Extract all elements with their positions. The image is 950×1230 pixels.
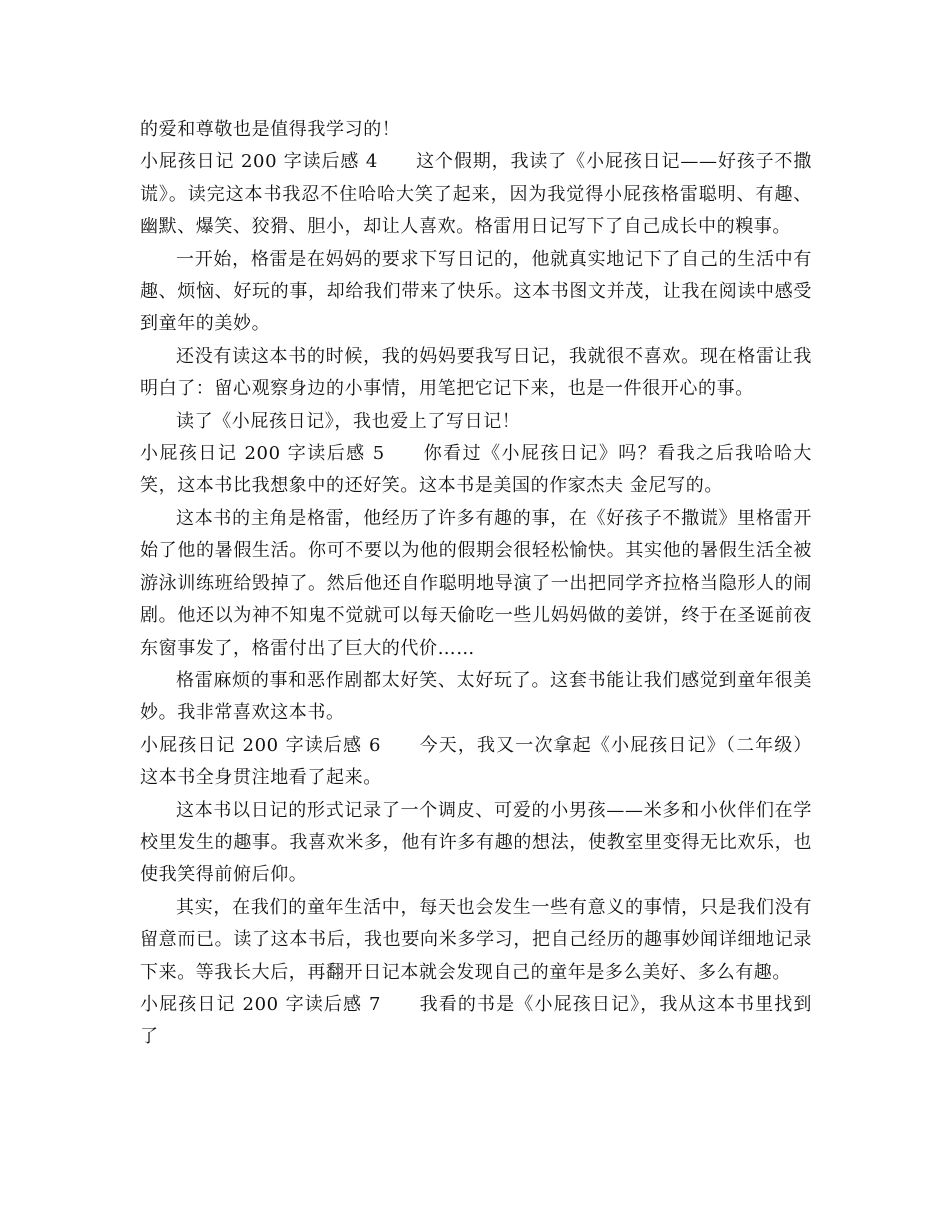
paragraph: 格雷麻烦的事和恶作剧都太好笑、太好玩了。这套书能让我们感觉到童年很美妙。我非常喜欢这本书。 — [140, 669, 812, 724]
paragraph: 其实，在我们的童年生活中，每天也会发生一些有意义的事情，只是我们没有留意而已。读了这本书后，我也要向米多学习，把自己经历的趣事妙闻详细地记录下来。等我长大后，再翻开日记本就会发现自己的童年是多么美好、多么有趣。 — [140, 896, 812, 983]
entry-text: 今天，我又一次拿起《小屁孩日记》（二年级）这本书全身贯注地看了起来。 — [140, 734, 812, 789]
paragraph: 这本书以日记的形式记录了一个调皮、可爱的小男孩——米多和小伙伴们在学校里发生的趣事。我喜欢米多，他有许多有趣的想法，使教室里变得无比欢乐，也使我笑得前俯后仰。 — [140, 799, 812, 886]
entry-title: 小屁孩日记 200 字读后感 5 — [140, 443, 385, 465]
document-body — [140, 114, 812, 1054]
entry-text: 我看的书是《小屁孩日记》，我从这本书里找到了 — [140, 993, 812, 1048]
paragraph-continuation: 的爱和尊敬也是值得我学习的！ — [140, 119, 401, 140]
entry-title: 小屁孩日记 200 字读后感 6 — [140, 734, 382, 756]
entry-4 — [140, 146, 812, 243]
entry-6 — [140, 730, 812, 795]
paragraph: 读了《小屁孩日记》，我也爱上了写日记！ — [176, 410, 521, 432]
entry-text: 这个假期，我读了《小屁孩日记——好孩子不撒谎》。读完这本书我忍不住哈哈大笑了起来，因为我觉得小屁孩格雷聪明、有趣、幽默、爆笑、狡猾、胆小，却让人喜欢。格雷用日记写下了自己成长中的糗事。 — [140, 151, 812, 238]
paragraph: 一开始，格雷是在妈妈的要求下写日记的，他就真实地记下了自己的生活中有趣、烦恼、好玩的事，却给我们带来了快乐。这本书图文并茂，让我在阅读中感受到童年的美妙。 — [140, 248, 812, 335]
paragraph: 这本书的主角是格雷，他经历了许多有趣的事，在《好孩子不撒谎》里格雷开始了他的暑假生活。你可不要以为他的假期会很轻松愉快。其实他的暑假生活全被游泳训练班给毁掉了。然后他还自作聪明地导演了一出把同学齐拉格当隐形人的闹剧。他还以为神不知鬼不觉就可以每天偷吃一些儿妈妈做的姜饼，终于在圣诞前夜东窗事发了，格雷付出了巨大的代价…… — [140, 507, 812, 659]
entry-title: 小屁孩日记 200 字读后感 4 — [140, 151, 378, 173]
paragraph: 还没有读这本书的时候，我的妈妈要我写日记，我就很不喜欢。现在格雷让我明白了：留心观察身边的小事情，用笔把它记下来，也是一件很开心的事。 — [140, 345, 812, 400]
entry-5 — [140, 438, 812, 503]
entry-7 — [140, 989, 812, 1054]
entry-text: 你看过《小屁孩日记》吗？看我之后我哈哈大笑，这本书比我想象中的还好笑。这本书是美国的作家杰夫 金尼写的。 — [140, 443, 812, 497]
entry-title: 小屁孩日记 200 字读后感 7 — [140, 993, 382, 1015]
